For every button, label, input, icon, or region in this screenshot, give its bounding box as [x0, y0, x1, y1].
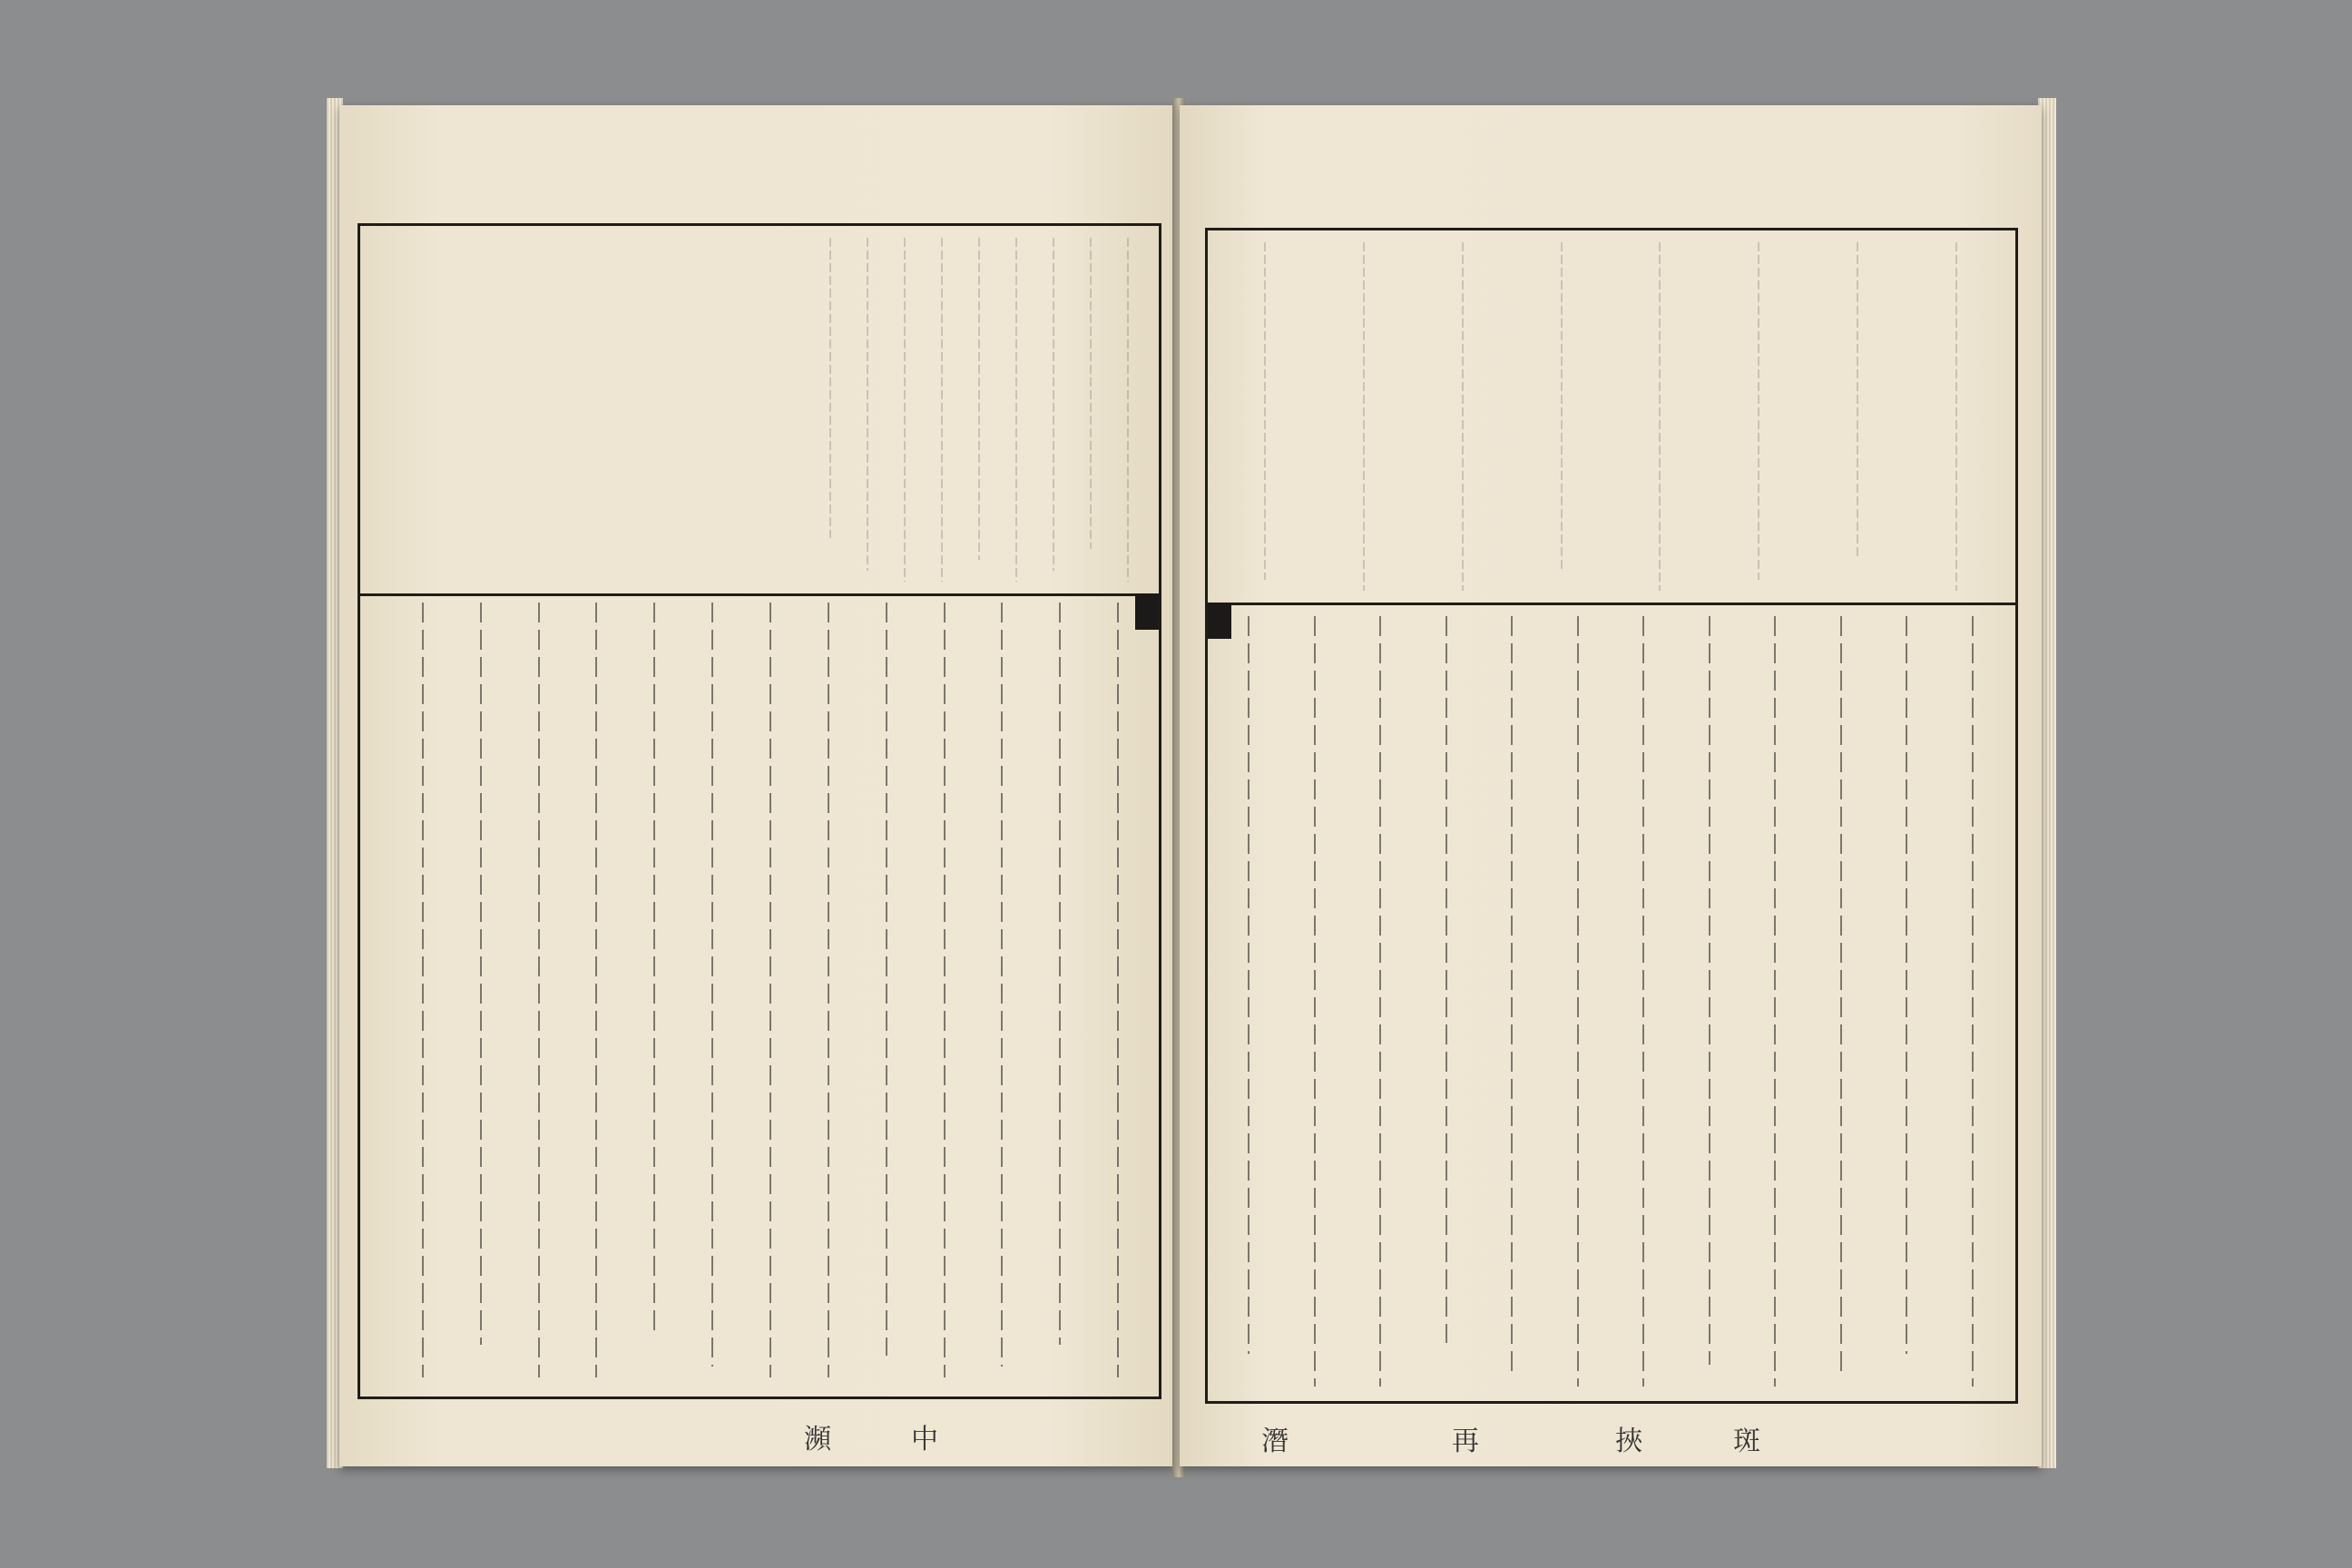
right-headnote-column	[1838, 242, 1877, 591]
right-main-column	[1755, 616, 1795, 1387]
left-headnote-text-line	[941, 238, 942, 582]
left-main-column	[808, 603, 848, 1377]
left-headnote-column	[996, 238, 1036, 582]
left-main-text-line	[1117, 603, 1119, 1377]
left-headnote-column	[1108, 238, 1148, 582]
left-main-text-line	[595, 603, 597, 1377]
right-main-column	[1953, 616, 1993, 1387]
left-headnote-text-line	[1016, 238, 1017, 582]
right-main-text-line	[1379, 616, 1381, 1387]
left-foot-char-1: 瀕	[804, 1424, 833, 1455]
left-main-column	[461, 603, 501, 1377]
right-headnote-text-line	[1265, 242, 1266, 580]
left-main-column	[634, 603, 674, 1377]
left-main-column	[519, 603, 559, 1377]
right-main-text-line	[1840, 616, 1842, 1376]
right-headnote-text-line	[1561, 242, 1562, 569]
right-headnote-column	[1245, 242, 1285, 591]
left-headnote-text-line	[979, 238, 980, 560]
left-headnote-text-line	[1091, 238, 1092, 549]
right-main-text-line	[1906, 616, 1907, 1354]
left-main-column	[403, 603, 443, 1377]
right-foot-char-2: 再	[1452, 1426, 1481, 1457]
right-headnote-column	[1640, 242, 1680, 591]
left-main-text-line	[944, 603, 946, 1377]
left-page	[339, 105, 1174, 1466]
left-main-column	[982, 603, 1022, 1377]
left-headnote-text-line	[904, 238, 905, 582]
left-foot-char-2: 中	[911, 1424, 940, 1455]
right-main-text-line	[1709, 616, 1710, 1365]
right-main-text	[1216, 609, 2005, 1394]
right-headnote-text-line	[1462, 242, 1463, 591]
left-main-column	[1040, 603, 1080, 1377]
left-headnote-text-line	[1128, 238, 1129, 582]
right-foot-char-1: 潛	[1261, 1426, 1290, 1457]
right-main-column	[1690, 616, 1730, 1387]
right-main-text-line	[1446, 616, 1447, 1343]
right-headnote-text-line	[1364, 242, 1365, 591]
left-headnote-column	[959, 238, 999, 582]
right-foot-char-4: 斑	[1733, 1426, 1762, 1457]
left-headnote-column	[810, 238, 850, 582]
left-main-text-line	[422, 603, 424, 1377]
right-headnote-text-line	[1660, 242, 1661, 591]
left-main-column	[692, 603, 732, 1377]
right-main-column	[1295, 616, 1335, 1387]
right-main-text-line	[1511, 616, 1513, 1376]
left-headnote-column	[848, 238, 887, 582]
left-main-text-line	[1001, 603, 1003, 1367]
right-headnote-column	[1936, 242, 1976, 591]
right-main-text-line	[1774, 616, 1776, 1387]
right-main-column	[1229, 616, 1269, 1387]
left-headnote-column	[1071, 238, 1111, 582]
right-main-text-line	[1972, 616, 1974, 1387]
left-headnote-column	[1034, 238, 1073, 582]
right-headnote-text-line	[1955, 242, 1956, 591]
left-main-text-line	[711, 603, 713, 1367]
left-headnote-column	[922, 238, 962, 582]
left-main-column	[750, 603, 790, 1377]
right-main-column	[1886, 616, 1926, 1387]
right-headnote-column	[1542, 242, 1582, 591]
right-main-text-line	[1577, 616, 1579, 1387]
left-main-column	[1098, 603, 1138, 1377]
left-main-column	[925, 603, 965, 1377]
right-main-text-line	[1642, 616, 1644, 1387]
left-main-text-line	[828, 603, 829, 1377]
right-headnote-column	[1739, 242, 1779, 591]
left-headnote-text-line	[829, 238, 830, 538]
left-main-column	[867, 603, 906, 1377]
left-main-column	[576, 603, 616, 1377]
left-main-text	[394, 595, 1147, 1385]
right-main-column	[1558, 616, 1598, 1387]
left-main-text-line	[886, 603, 887, 1356]
right-headnote-column	[1443, 242, 1483, 591]
right-main-column	[1821, 616, 1861, 1387]
left-headnote-column	[885, 238, 925, 582]
right-headnote-text	[1216, 235, 2005, 598]
right-page	[1180, 105, 2042, 1466]
right-main-column	[1623, 616, 1663, 1387]
right-main-column	[1492, 616, 1532, 1387]
left-main-text-line	[538, 603, 540, 1377]
right-main-text-line	[1314, 616, 1316, 1387]
right-main-text-line	[1248, 616, 1250, 1354]
left-headnote-text	[811, 230, 1147, 589]
right-main-column	[1360, 616, 1400, 1387]
left-main-text-line	[1059, 603, 1061, 1345]
open-book	[327, 98, 2060, 1477]
right-main-column	[1426, 616, 1466, 1387]
left-main-text-line	[769, 603, 771, 1377]
right-foot-char-3: 挾	[1615, 1426, 1644, 1457]
left-main-text-line	[480, 603, 482, 1345]
left-main-text-line	[653, 603, 655, 1334]
right-headnote-column	[1344, 242, 1384, 591]
